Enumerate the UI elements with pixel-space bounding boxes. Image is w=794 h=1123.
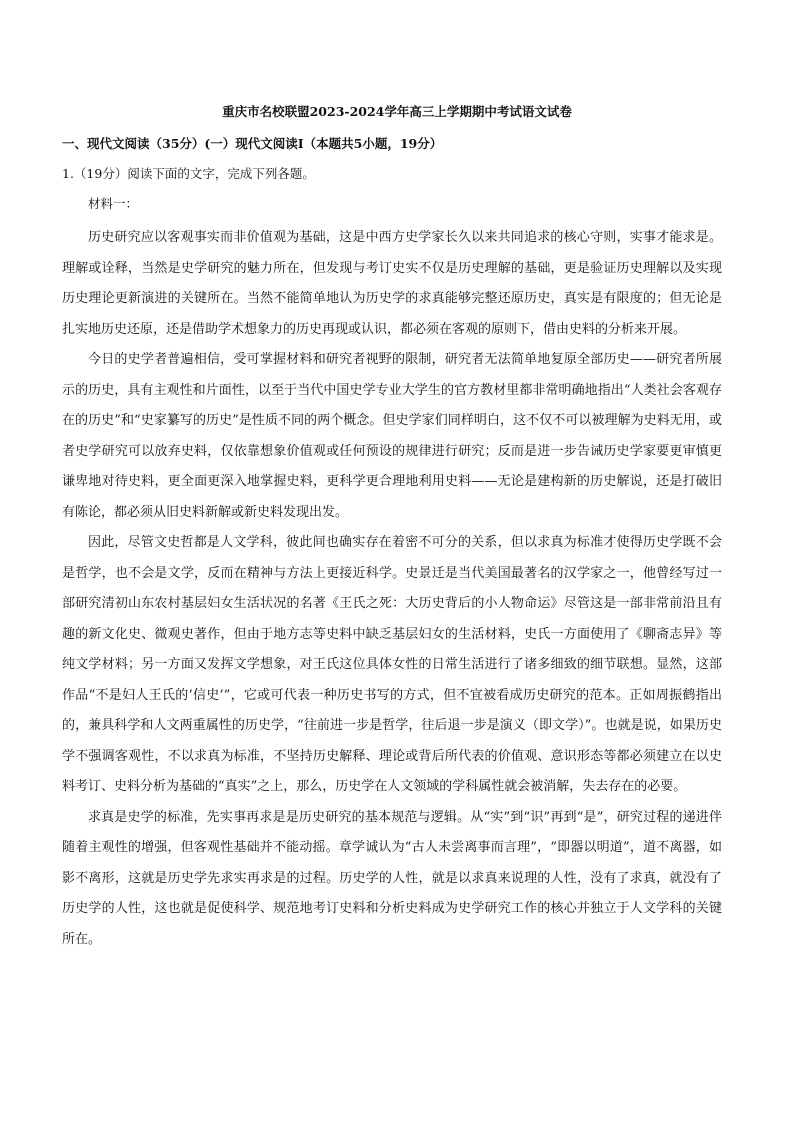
exam-title: 重庆市名校联盟2023-2024学年高三上学期期中考试语文试卷 (222, 104, 572, 119)
paragraph: 因此，尽管文史哲都是人文学科，彼此间也确实存在着密不可分的关系，但以求真为标准才使得历史学既不会是哲学，也不会是文学，反而在精神与方法上更接近科学。史景迁是当代美国最著名的汉学家之一，他曾经写过一部研究清初山东农村基层妇女生活状况的名著《王氏之死：大历史背后的小人物命运》尽管这是一部非常前沿且有趣的新文化史、微观史著作，但由于地方志等史料中缺乏基层妇女的生活材料，史氏一方面使用了《聊斋志异》等纯文学材料；另一方面又发挥文学想象，对王氏这位具体女性的日常生活进行了诸多细致的细节联想。显然，这部作品“不是妇人王氏的‘信史’”，它或可代表一种历史书写的方式，但不宜被看成历史研究的范本。正如周振鹤指出的，兼具科学和人文两重属性的历史学，“往前进一步是哲学，往后退一步是演义（即文学）”。也就是说，如果历史学不强调客观性，不以求真为标准，不坚持历史解释、理论或背后所代表的价值观、意识形态等都必须建立在以史料考订、史料分析为基础的“真实”之上，那么，历史学在人文领域的学科属性就会被消解，失去存在的必要。 (62, 535, 722, 794)
paragraph: 求真是史学的标准，先实事再求是是历史研究的基本规范与逻辑。从“实”到“识”再到“是”，研究过程的递进伴随着主观性的增强，但客观性基础并不能动摇。章学诚认为“古人未尝离事而言理”，“即器以明道”，道不离器，如影不离形，这就是历史学先求实再求是的过程。历史学的人性，就是以求真来说理的人性，没有了求真，就没有了历史学的人性，这也就是促使科学、规范地考订史料和分析史料成为史学研究工作的核心并独立于人文学科的关键所在。 (62, 809, 722, 947)
paragraph: 历史研究应以客观事实而非价值观为基础，这是中西方史学家长久以来共同追求的核心守则，实事才能求是。理解或诠释，当然是史学研究的魅力所在，但发现与考订史实不仅是历史理解的基础，更是验证历史理解以及实现历史理论更新演进的关键所在。当然不能简单地认为历史学的求真能够完整还原历史，真实是有限度的；但无论是扎实地历史还原，还是借助学术想象力的历史再现或认识，都必须在客观的原则下，借由史料的分析来开展。 (62, 230, 722, 337)
reading-passage (62, 223, 722, 955)
section-heading: 一、现代文阅读（35分）(一）现代文阅读Ⅰ（本题共5小题，19分） (62, 136, 443, 151)
material-label: 材料一： (88, 196, 139, 211)
paragraph: 今日的史学者普遍相信，受可掌握材料和研究者视野的限制，研究者无法简单地复原全部历史——研究者所展示的历史，具有主观性和片面性，以至于当代中国史学专业大学生的官方教材里都非常明确地指出“人类社会客观存在的历史”和“史家纂写的历史”是性质不同的两个概念。但史学家们同样明白，这不仅不可以被理解为史料无用，或者史学研究可以放弃史料，仅依靠想象价值观或任何预设的规律进行研究；反而是进一步告诫历史学家要更审慎更谦卑地对待史料，更全面更深入地掌握史料，更科学更合理地利用史料——无论是建构新的历史解说，还是打破旧有陈论，都必须从旧史料新解或新史料发现出发。 (62, 352, 722, 520)
question-intro: 1.（19分）阅读下面的文字，完成下列各题。 (62, 166, 315, 181)
